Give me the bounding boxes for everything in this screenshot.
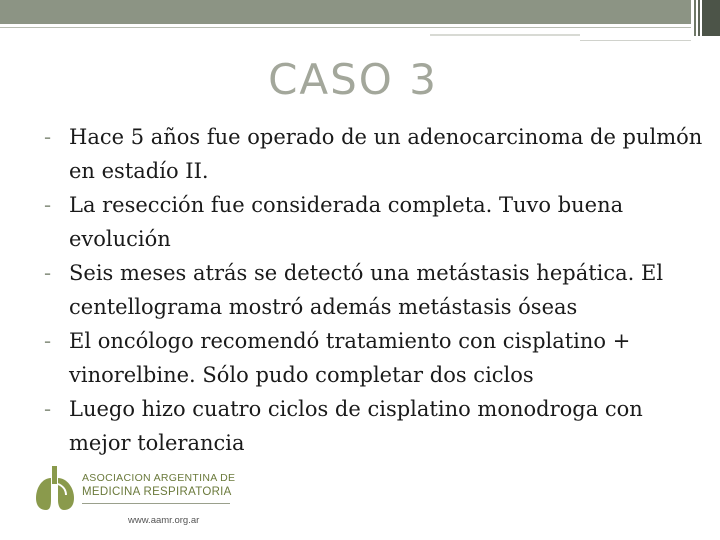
bullet-item: [44, 392, 704, 460]
bullet-list: [44, 120, 704, 460]
bullet-text: Hace 5 años fue operado de un adenocarcinoma de pulmón en estadío II.: [69, 125, 703, 183]
top-band: [0, 0, 691, 24]
bullet-marker: -: [44, 397, 52, 421]
top-stripe: [698, 0, 700, 36]
aamr-logo: [30, 462, 236, 532]
bullet-marker: -: [44, 329, 52, 353]
bullet-text: El oncólogo recomendó tratamiento con cisplatino + vinorelbine. Sólo pudo completar dos ciclos: [69, 329, 631, 387]
bullet-item: [44, 188, 704, 256]
top-band-accent: [702, 0, 720, 36]
bullet-item: [44, 324, 704, 392]
bullet-text: La resección fue considerada completa. Tuvo buena evolución: [69, 193, 624, 251]
top-stripe: [694, 0, 696, 36]
lungs-icon: [30, 462, 80, 514]
logo-line-2: MEDICINA RESPIRATORIA: [82, 486, 232, 498]
bullet-item: [44, 120, 704, 188]
bullet-text: Seis meses atrás se detectó una metástasis hepática. El centellograma mostró además metástasis óseas: [69, 261, 664, 319]
logo-divider: [82, 503, 230, 504]
bullet-item: [44, 256, 704, 324]
divider: [430, 34, 580, 36]
logo-line-1: ASOCIACION ARGENTINA DE: [82, 472, 236, 484]
logo-url: www.aamr.org.ar: [128, 515, 200, 526]
divider: [580, 40, 691, 41]
divider: [0, 27, 691, 28]
bullet-marker: -: [44, 125, 52, 149]
bullet-marker: -: [44, 261, 52, 285]
slide-title: CASO 3: [268, 55, 438, 104]
bullet-text: Luego hizo cuatro ciclos de cisplatino monodroga con mejor tolerancia: [69, 397, 643, 455]
bullet-marker: -: [44, 193, 52, 217]
